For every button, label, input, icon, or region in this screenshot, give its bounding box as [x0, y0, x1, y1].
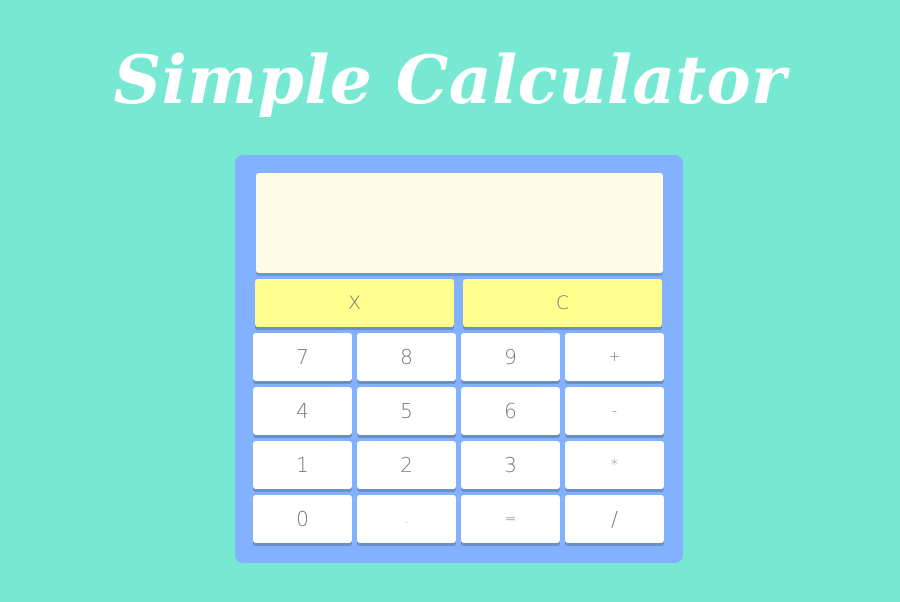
key-1[interactable]: 1 — [253, 441, 352, 489]
key-2[interactable]: 2 — [357, 441, 456, 489]
page-title: Simple Calculator — [113, 41, 787, 119]
key-multiply[interactable]: * — [565, 441, 664, 489]
calculator — [235, 155, 683, 563]
key-6[interactable]: 6 — [461, 387, 560, 435]
key-8[interactable]: 8 — [357, 333, 456, 381]
key-plus[interactable]: + — [565, 333, 664, 381]
key-3[interactable]: 3 — [461, 441, 560, 489]
key-equals[interactable]: = — [461, 495, 560, 543]
clear-entry-button[interactable]: X — [255, 279, 454, 327]
key-minus[interactable]: - — [565, 387, 664, 435]
key-5[interactable]: 5 — [357, 387, 456, 435]
clear-button[interactable]: C — [463, 279, 662, 327]
key-decimal[interactable]: . — [357, 495, 456, 543]
key-9[interactable]: 9 — [461, 333, 560, 381]
key-7[interactable]: 7 — [253, 333, 352, 381]
calculator-display — [256, 173, 663, 273]
key-0[interactable]: 0 — [253, 495, 352, 543]
key-divide[interactable]: / — [565, 495, 664, 543]
key-4[interactable]: 4 — [253, 387, 352, 435]
